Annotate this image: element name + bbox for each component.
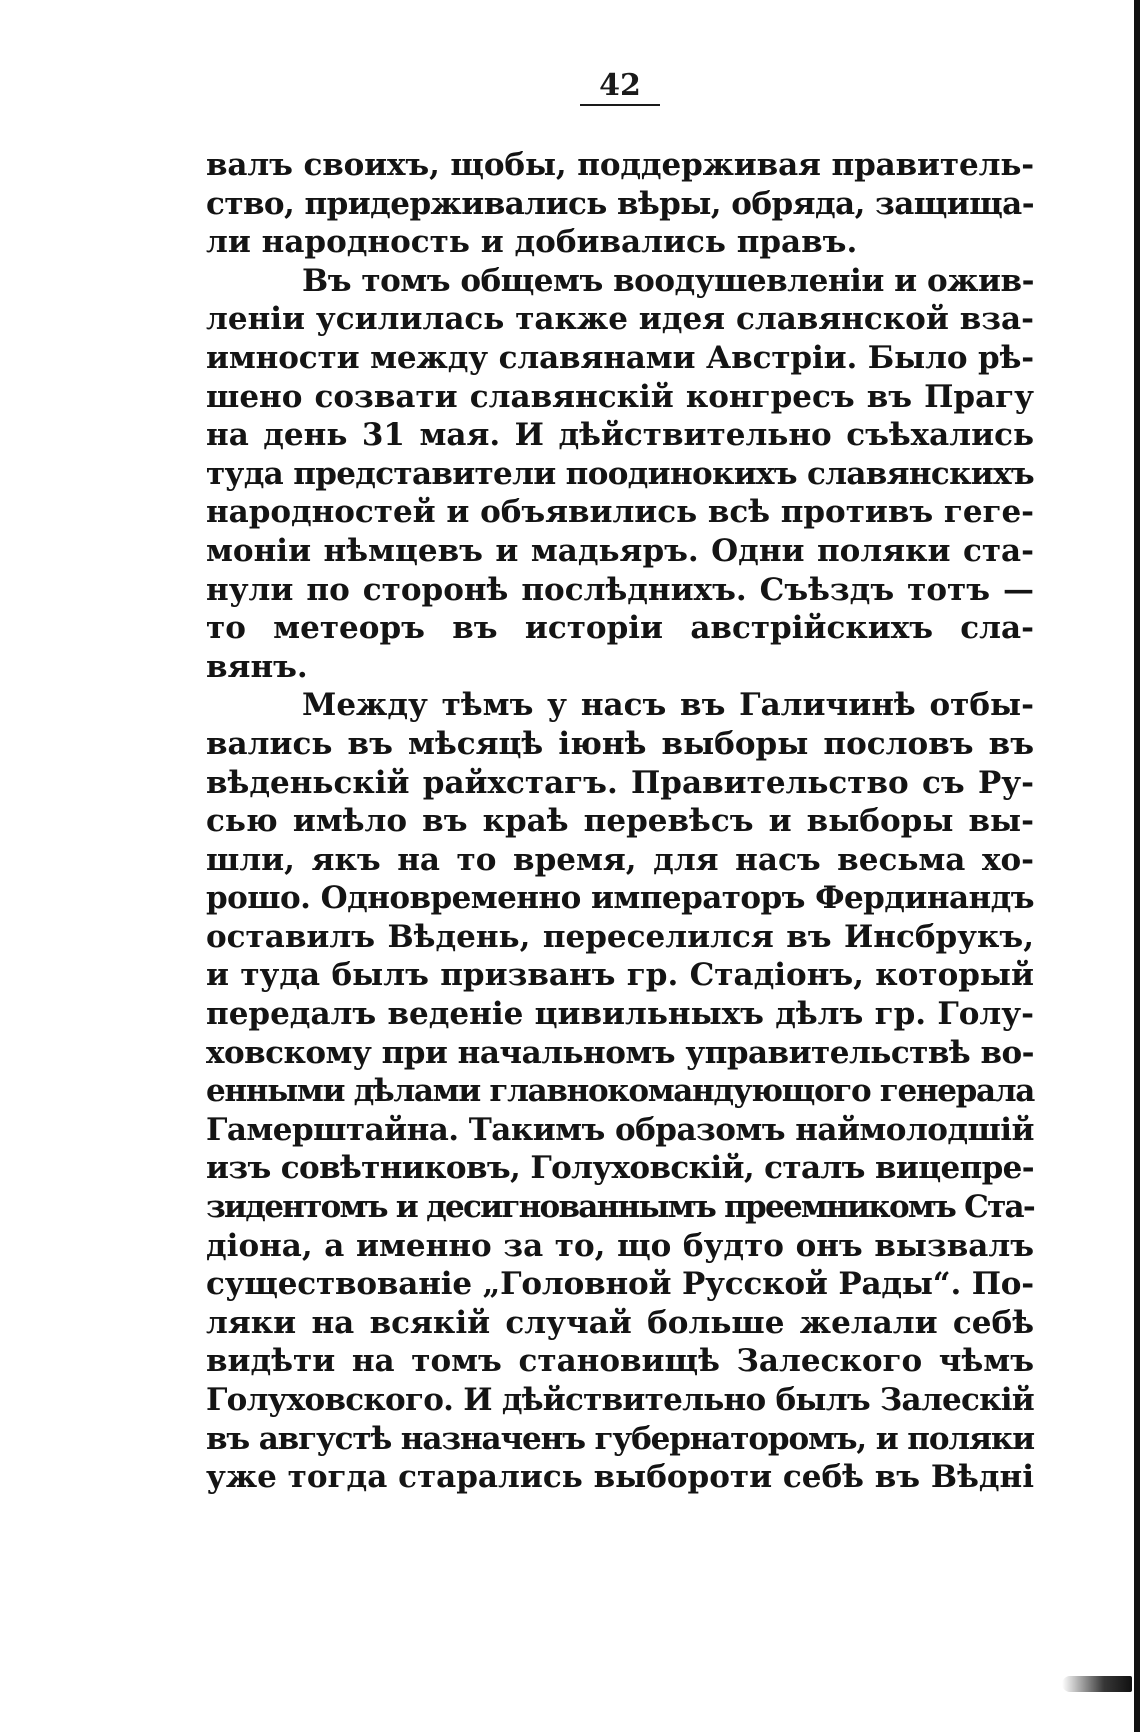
text-line: видѣти на томъ становищѣ Залеского чѣмъ bbox=[206, 1343, 1034, 1380]
text-line: сью имѣло въ краѣ перевѣсъ и выборы вы- bbox=[206, 803, 1034, 840]
text-line: ли народность и добивались правъ. bbox=[206, 224, 858, 261]
text-line: уже тогда старались выбороти себѣ въ Вѣдні bbox=[206, 1459, 1034, 1496]
text-line: вались въ мѣсяцѣ іюнѣ выборы пословъ въ bbox=[206, 725, 1034, 762]
text-line: нули по сторонѣ послѣднихъ. Съѣздъ тотъ — bbox=[206, 571, 1034, 608]
page-corner-mark bbox=[1062, 1676, 1132, 1692]
text-line: шли, якъ на то время, для насъ весьма хо- bbox=[206, 841, 1034, 878]
page-edge-shadow bbox=[1134, 0, 1140, 1732]
text-line: существованіе „Головной Русской Рады“. По- bbox=[206, 1266, 1034, 1303]
text-line: рошо. Одновременно императоръ Фердинандъ bbox=[206, 880, 1034, 917]
text-line: зидентомъ и десигнованнымъ преемникомъ Ста- bbox=[206, 1189, 1034, 1226]
text-line: въ августѣ назначенъ губернаторомъ, и поляки bbox=[206, 1420, 1034, 1457]
text-line: шено созвати славянскій конгресъ въ Прагу bbox=[206, 378, 1034, 415]
text-line: Между тѣмъ у насъ въ Галичинѣ отбы- bbox=[302, 687, 1034, 724]
text-line: на день 31 мая. И дѣйствительно съѣхались bbox=[206, 417, 1034, 454]
text-line: моніи нѣмцевъ и мадьяръ. Одни поляки ста- bbox=[206, 532, 1034, 569]
text-line: народностей и объявились всѣ противъ геге- bbox=[206, 494, 1034, 531]
text-line: вянъ. bbox=[206, 648, 308, 685]
text-line: передалъ веденіе цивильныхъ дѣлъ гр. Голу- bbox=[206, 996, 1034, 1033]
text-line: изъ совѣтниковъ, Голуховскій, сталъ вицепре- bbox=[206, 1150, 1034, 1187]
text-line: и туда былъ призванъ гр. Стадіонъ, который bbox=[206, 957, 1034, 994]
text-line: Въ томъ общемъ воодушевленіи и ожив- bbox=[302, 262, 1034, 299]
text-line: ство, придерживались вѣры, обряда, защища- bbox=[206, 185, 1034, 222]
text-line: валъ своихъ, щобы, поддерживая правитель- bbox=[206, 147, 1034, 183]
text-line: вѣденьскій райхстагъ. Правительство съ Ру- bbox=[206, 764, 1034, 801]
text-line: оставилъ Вѣдень, переселился въ Инсбрукъ, bbox=[206, 918, 1034, 955]
text-line: туда представители поодинокихъ славянскихъ bbox=[206, 455, 1034, 492]
text-line: енными дѣлами главнокомандующого генерала bbox=[206, 1073, 1034, 1110]
text-line: ховскому при начальномъ управительствѣ во- bbox=[206, 1034, 1034, 1071]
text-line: Голуховского. И дѣйствительно былъ Залескій bbox=[206, 1382, 1034, 1418]
body-text bbox=[206, 146, 1034, 1497]
text-line: то метеоръ въ исторіи австрійскихъ сла- bbox=[206, 610, 1034, 647]
text-line: леніи усилилась также идея славянской вза- bbox=[206, 301, 1034, 338]
page-number: 42 bbox=[580, 68, 660, 106]
text-line: діона, а именно за то, що будто онъ вызвалъ bbox=[206, 1227, 1034, 1264]
text-line: имности между славянами Австріи. Было рѣ- bbox=[206, 339, 1034, 376]
text-line: Гамерштайна. Такимъ образомъ наймолодшій bbox=[206, 1111, 1034, 1148]
text-line: ляки на всякій случай больше желали себѣ bbox=[206, 1304, 1034, 1341]
